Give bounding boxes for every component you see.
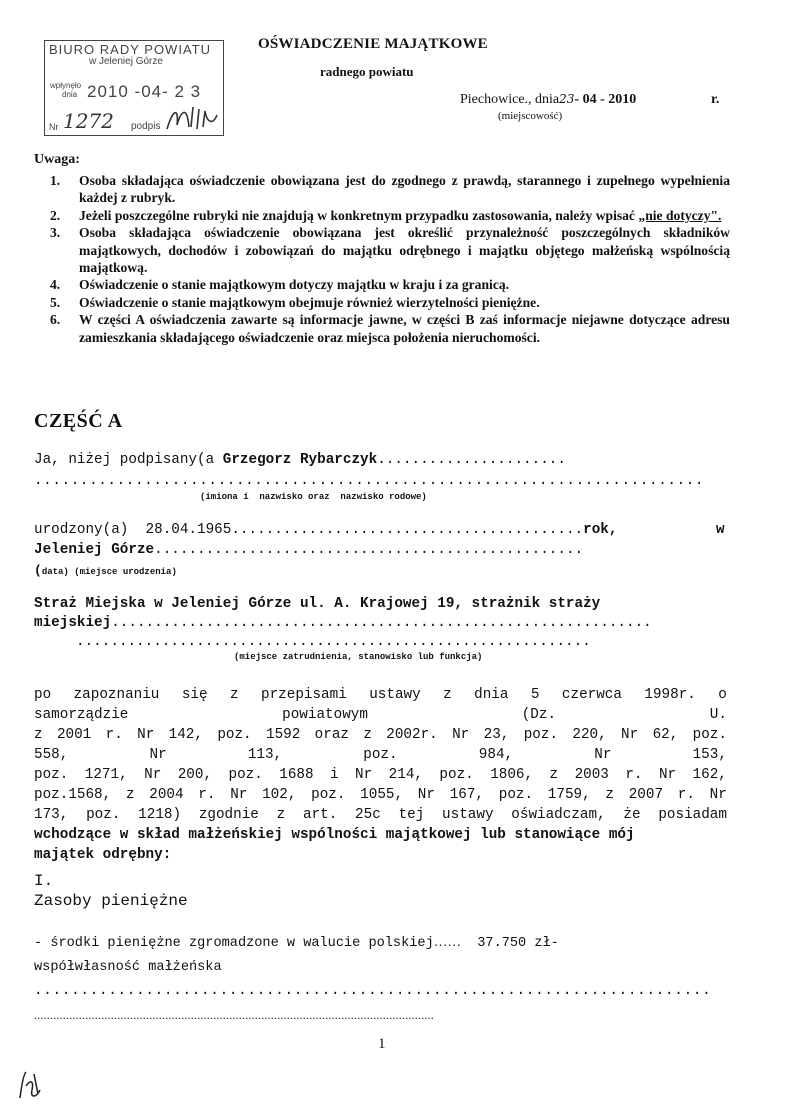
legal-word: z <box>363 727 372 743</box>
note-text: W części A oświadczenia zawarte są informacje jawne, w części B zaś informacje niejawne dotyczące adresu zamieszkania składającego oświadczenie oraz miejsca położenia nieruchomości. <box>79 312 730 345</box>
note-text: Osoba składająca oświadczenie obowiązana jest do zgodnego z prawdą, starannego i zupełnego wypełnienia każdej z rubryk. <box>79 173 730 206</box>
legal-word: 2001 <box>56 727 92 743</box>
legal-word: zapoznaniu <box>73 687 160 703</box>
legal-word: 173, <box>34 807 69 823</box>
legal-word: poz. <box>692 727 727 743</box>
birth-date-prefix: urodzony(a) 28.04.1965 <box>34 522 232 538</box>
stamp-received-label <box>50 81 81 99</box>
cash-dots-line-b: ............................................................................................................................. <box>34 1008 434 1022</box>
stamp-office-city: w Jeleniej Górze <box>89 56 163 67</box>
page-number: 1 <box>378 1036 386 1052</box>
legal-word: 162, <box>692 767 727 783</box>
stamp-podpis-label: podpis <box>131 121 161 132</box>
notes-list <box>50 172 730 346</box>
legal-word: 25c <box>355 807 381 823</box>
birth-line <box>34 522 617 538</box>
legal-word: 984, <box>478 747 514 763</box>
legal-row <box>34 805 727 825</box>
birth-caption <box>34 563 177 578</box>
note-text: Oświadczenie o stanie majątkowym obejmuje również wierzytelności pieniężne. <box>79 294 540 310</box>
legal-word: się <box>181 687 208 703</box>
stamp-received-label-2: dnia <box>62 90 78 99</box>
legal-word: Nr <box>417 787 435 803</box>
legal-word: Nr <box>594 747 612 763</box>
legal-word: ustawy <box>442 807 494 823</box>
legal-word: 23, <box>483 727 510 743</box>
legal-word: 2003 <box>574 767 609 783</box>
legal-word: poz. <box>34 767 69 783</box>
note-text: Oświadczenie o stanie majątkowym dotyczy majątku w kraju i za granicą. <box>79 277 510 293</box>
legal-word: r. <box>677 787 695 803</box>
note-text-underlined: „nie dotyczy". <box>638 207 722 223</box>
legal-word: 167, <box>449 787 485 803</box>
legal-word: powiatowym <box>282 707 368 723</box>
legal-word: 102, <box>262 787 297 803</box>
cash-dots: …… <box>433 934 461 949</box>
legal-bold-1: wchodzące w skład małżeńskiej wspólności majątkowej lub stanowiące mój <box>34 827 635 843</box>
document-title: OŚWIADCZENIE MAJĄTKOWE <box>258 36 488 52</box>
stamp-received-date: 2010 -04- 2 3 <box>87 82 202 101</box>
stamp-office-name: BIURO RADY POWIATU <box>49 42 211 57</box>
legal-word: 214, <box>388 767 423 783</box>
note-item <box>50 294 730 311</box>
date-rest: - 04 - 2010 <box>574 92 637 107</box>
place-date <box>460 92 636 108</box>
legal-word: przepisami <box>261 687 347 703</box>
cash-dots-line-a: ......................................................................... <box>34 983 712 999</box>
employment-word: miejskiej <box>34 615 112 631</box>
employment-dots: ............................................................... <box>111 615 652 631</box>
legal-word: Nr <box>452 727 470 743</box>
date-day: 23 <box>559 92 575 106</box>
legal-word: poz. <box>86 807 121 823</box>
birth-w-text: w <box>716 522 725 538</box>
birth-w <box>716 522 725 538</box>
legal-word: 5 <box>530 687 540 703</box>
legal-word: 2004 <box>149 787 184 803</box>
legal-word: Nr <box>230 787 248 803</box>
legal-word: 113, <box>247 747 283 763</box>
note-text-main: Jeżeli poszczególne rubryki nie znajdują w konkretnym przypadku zastosowania, należy wpisać <box>79 207 635 223</box>
legal-word: Nr <box>355 767 373 783</box>
legal-word: z <box>549 767 559 783</box>
legal-word: poz. <box>498 787 534 803</box>
cash-line <box>34 934 559 951</box>
legal-word: r. <box>105 727 123 743</box>
legal-word: 558, <box>34 747 69 763</box>
birth-rok: rok, <box>583 522 618 538</box>
legal-word: po <box>34 687 52 703</box>
legal-word: Nr <box>149 747 167 763</box>
legal-word: U. <box>709 707 727 723</box>
place-caption: (miejscowość) <box>498 110 563 122</box>
legal-word: z <box>276 807 286 823</box>
legal-word: czerwca <box>561 687 622 703</box>
legal-word: 1592 <box>265 727 301 743</box>
legal-word: 1688 <box>279 767 314 783</box>
legal-word: dnia <box>474 687 509 703</box>
stamp-received-label-1: wpłynęło <box>50 81 82 90</box>
legal-word: 2002r. <box>386 727 438 743</box>
note-item <box>50 172 730 207</box>
legal-word: art. <box>302 807 338 823</box>
legal-row <box>34 765 727 785</box>
legal-word: poz. <box>228 767 263 783</box>
legal-row <box>34 725 727 745</box>
legal-word: 1218) <box>138 807 182 823</box>
legal-word: poz. <box>523 727 559 743</box>
legal-word: z <box>443 687 452 703</box>
legal-word: 1998r. <box>644 687 696 703</box>
date-r-suffix: r. <box>711 92 720 107</box>
legal-row <box>34 745 727 765</box>
legal-word: oświadczam, <box>511 807 606 823</box>
stamp-signature <box>163 103 223 135</box>
note-number: 4. <box>50 277 61 293</box>
legal-word: z <box>229 687 239 703</box>
declarant-prefix: Ja, niżej podpisany(a <box>34 452 223 468</box>
legal-row <box>34 685 727 705</box>
legal-word: r. <box>198 787 216 803</box>
declarant-line <box>34 452 566 468</box>
legal-word: posiadam <box>658 807 727 823</box>
legal-word: Nr <box>709 787 727 803</box>
note-number: 2. <box>50 207 61 223</box>
legal-word: Nr <box>137 727 155 743</box>
legal-word: tej <box>398 807 425 823</box>
section-roman: I. <box>34 872 54 890</box>
stamp-nr-label: Nr <box>49 122 59 132</box>
legal-word: (Dz. <box>521 707 557 723</box>
notes-heading: Uwaga: <box>34 152 80 167</box>
birth-caption-open: ( <box>34 563 42 578</box>
legal-word: zgodnie <box>198 807 259 823</box>
birth-caption-data: data <box>41 567 64 577</box>
legal-word: oraz <box>314 727 349 743</box>
birthplace-dots: .................................................. <box>154 542 584 558</box>
note-item <box>50 311 730 346</box>
legal-word: poz. <box>217 727 252 743</box>
note-text: Osoba składająca oświadczenie obowiązana jest określić przynależność poszczególnych składników majątkowych, dochodów i zobowiązań do majątku odrębnego i majątku objętego małżeńską wspólnością majątkową. <box>79 225 730 276</box>
legal-word: 1271, <box>84 767 128 783</box>
legal-word: poz. <box>311 787 346 803</box>
note-number: 1. <box>50 173 61 188</box>
legal-word: poz.1568, <box>34 787 112 803</box>
legal-word: poz. <box>363 747 398 763</box>
legal-word: 153, <box>692 747 727 763</box>
cash-ownership: współwłasność małżeńska <box>34 960 222 975</box>
part-a-heading: CZĘŚĆ A <box>34 410 123 432</box>
legal-bold-2: majątek odrębny: <box>34 847 172 863</box>
legal-word: 1055, <box>360 787 404 803</box>
section-title: Zasoby pieniężne <box>34 892 188 910</box>
cash-prefix: - środki pieniężne zgromadzone w walucie polskiej <box>34 936 434 951</box>
note-text <box>79 207 730 224</box>
legal-word: o <box>718 687 727 703</box>
legal-word: Nr <box>658 767 677 783</box>
declarant-dots: ...................... <box>377 452 566 468</box>
legal-word: z <box>605 787 614 803</box>
legal-word: 2007 <box>628 787 664 803</box>
legal-word: ustawy <box>369 687 421 703</box>
document-subtitle: radnego powiatu <box>320 64 414 79</box>
name-caption: (imiona i nazwisko oraz nazwisko rodowe) <box>200 492 427 502</box>
employment-line-1: Straż Miejska w Jeleniej Górze ul. A. Krajowej 19, strażnik straży <box>34 596 601 612</box>
note-number: 3. <box>50 225 61 241</box>
legal-paragraph <box>34 685 727 865</box>
cash-value: 37.750 zł- <box>477 936 559 951</box>
note-number: 6. <box>50 312 61 328</box>
legal-word: z <box>34 727 43 743</box>
handwritten-initials <box>14 1068 48 1102</box>
legal-row <box>34 785 727 805</box>
legal-word: 1759, <box>547 787 591 803</box>
legal-word: 142, <box>168 727 203 743</box>
received-stamp <box>44 40 224 136</box>
note-item <box>50 276 730 293</box>
legal-word: 220, <box>572 727 607 743</box>
employment-line-2 <box>34 615 652 631</box>
legal-word: r. <box>625 767 643 783</box>
legal-word: Nr <box>621 727 639 743</box>
note-item <box>50 207 730 224</box>
place-date-prefix: Piechowice., dnia <box>460 92 560 107</box>
birth-caption-place: ) (miejsce urodzenia) <box>63 567 177 577</box>
legal-word: Nr <box>144 767 162 783</box>
legal-word: z <box>125 787 135 803</box>
legal-word: poz. <box>439 767 474 783</box>
legal-word: 1806, <box>490 767 534 783</box>
legal-word: i <box>330 767 339 783</box>
legal-word: 200, <box>177 767 213 783</box>
legal-row <box>34 705 727 725</box>
note-item <box>50 224 730 276</box>
legal-word: samorządzie <box>34 707 129 723</box>
declarant-name: Grzegorz Rybarczyk <box>222 452 378 468</box>
stamp-nr-value: 1272 <box>63 109 114 133</box>
note-number: 5. <box>50 294 61 310</box>
birthplace-line <box>34 542 583 558</box>
declarant-dots-line: ......................................................................... <box>34 473 705 489</box>
legal-word: że <box>623 807 641 823</box>
employment-dots-line: ............................................................ <box>76 634 591 650</box>
employment-caption: (miejsce zatrudnienia, stanowisko lub funkcja) <box>234 652 483 662</box>
birthplace: Jeleniej Górze <box>34 542 155 558</box>
legal-word: 62, <box>652 727 679 743</box>
birth-dots: ......................................... <box>231 522 584 538</box>
